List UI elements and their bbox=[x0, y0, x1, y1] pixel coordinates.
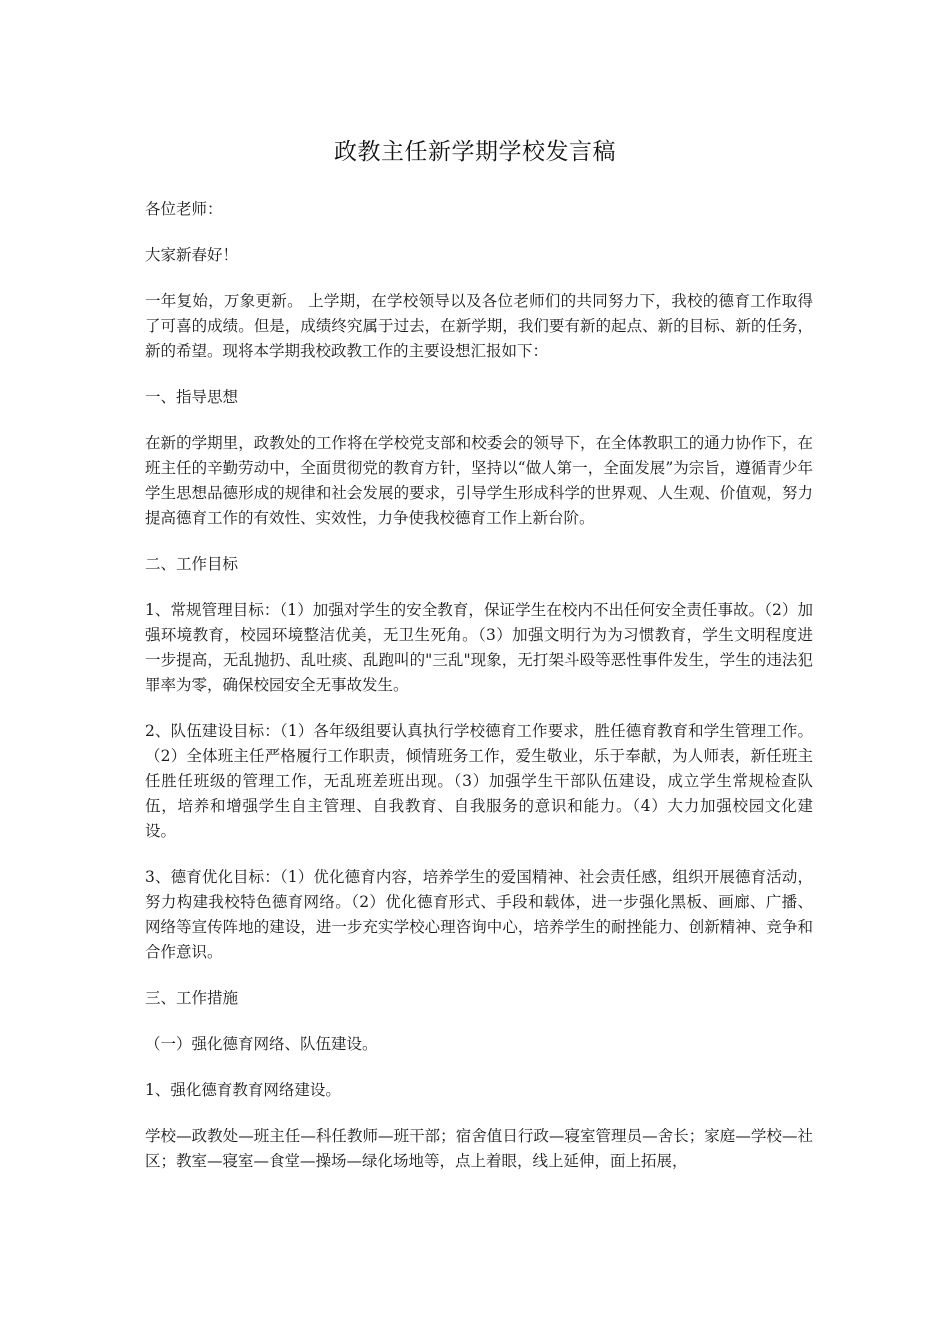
goal-moral-education: 3、德育优化目标：（1）优化德育内容，培养学生的爱国精神、社会责任感，组织开展德育活动，努力构建我校特色德育网络。（2）优化德育形式、手段和载体，进一步强化黑板、画廊、广播、网络等宣传阵地的建设，进一步充实学校心理咨询中心，培养学生的耐挫能力、创新精神、竞争和合作意识。 bbox=[145, 868, 813, 961]
section-heading-guiding-ideology: 一、指导思想 bbox=[145, 388, 239, 406]
document-body bbox=[145, 197, 813, 1195]
goal-routine-management: 1、常规管理目标：（1）加强对学生的安全教育，保证学生在校内不出任何安全责任事故。（2）加强环境教育，校园环境整洁优美，无卫生死角。（3）加强文明行为为习惯教育，学生文明程度进一步提高，无乱抛扔、乱吐痰、乱跑叫的"三乱"现象，无打架斗殴等恶性事件发生，学生的违法犯罪率为零，确保校园安全无事故发生。 bbox=[145, 601, 813, 694]
intro-paragraph: 一年复始，万象更新。 上学期，在学校领导以及各位老师们的共同努力下，我校的德育工作取得了可喜的成绩。但是，成绩终究属于过去，在新学期，我们要有新的起点、新的目标、新的任务，新的希望。现将本学期我校政教工作的主要设想汇报如下： bbox=[145, 292, 813, 360]
section-heading-work-goals: 二、工作目标 bbox=[145, 555, 239, 573]
subsection-heading-network: （一）强化德育网络、队伍建设。 bbox=[145, 1035, 378, 1053]
network-building-paragraph: 学校—政教处—班主任—科任教师—班干部；宿舍值日行政—寝室管理员—舍长；家庭—学校—社区；教室—寝室—食堂—操场—绿化场地等，点上着眼，线上延伸，面上拓展， bbox=[145, 1127, 813, 1170]
item-heading-network-building: 1、强化德育教育网络建设。 bbox=[145, 1081, 341, 1099]
greeting: 各位老师： bbox=[145, 200, 223, 218]
section-heading-work-measures: 三、工作措施 bbox=[145, 989, 239, 1007]
guiding-ideology-paragraph: 在新的学期里，政教处的工作将在学校党支部和校委会的领导下，在全体教职工的通力协作下，在班主任的辛勤劳动中，全面贯彻党的教育方针，坚持以“做人第一，全面发展”为宗旨，遵循青少年学生思想品德形成的规律和社会发展的要求，引导学生形成科学的世界观、人生观、价值观，努力提高德育工作的有效性、实效性，力争使我校德育工作上新台阶。 bbox=[145, 434, 813, 527]
goal-team-building: 2、队伍建设目标：（1）各年级组要认真执行学校德育工作要求，胜任德育教育和学生管理工作。（2）全体班主任严格履行工作职责，倾情班务工作，爱生敬业，乐于奉献，为人师表，新任班主任胜任班级的管理工作，无乱班差班出现。（3）加强学生干部队伍建设，成立学生常规检查队伍，培养和增强学生自主管理、自我教育、自我服务的意识和能力。（4）大力加强校园文化建设。 bbox=[145, 722, 813, 840]
salutation: 大家新春好！ bbox=[145, 246, 239, 264]
document-title: 政教主任新学期学校发言稿 bbox=[334, 139, 616, 165]
